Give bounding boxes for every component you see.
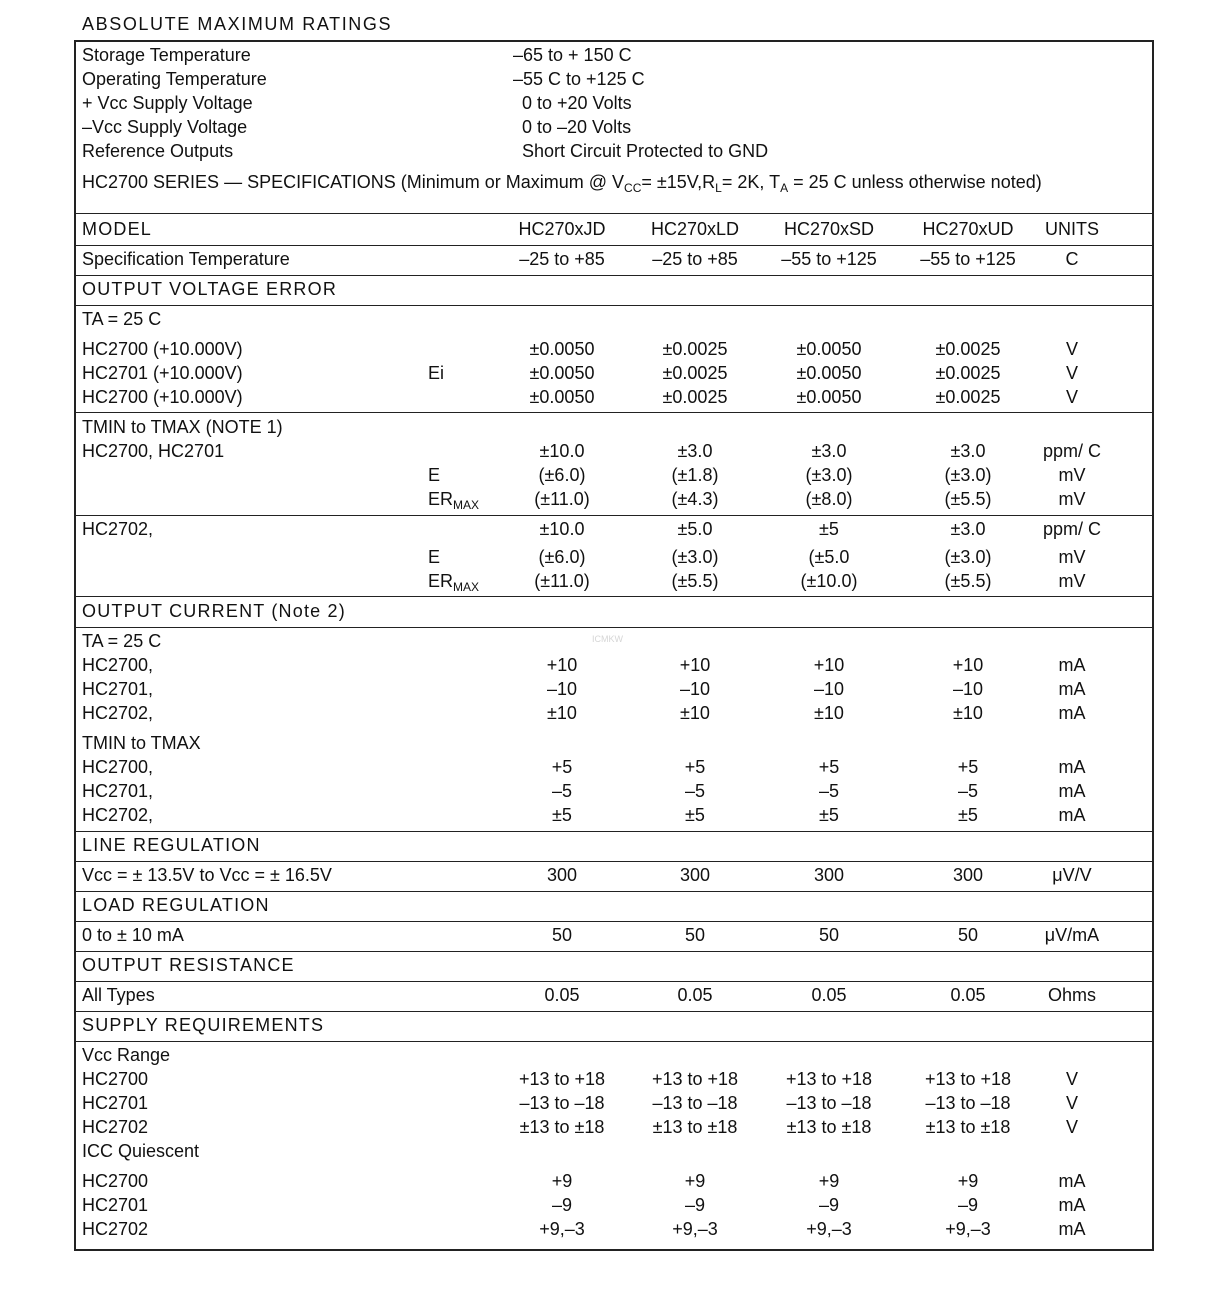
section-output-current: OUTPUT CURRENT (Note 2) xyxy=(82,601,346,621)
table-divider xyxy=(75,951,1153,952)
symbol-e: E xyxy=(428,465,441,485)
load-reg-row-cell: 50 xyxy=(818,925,840,945)
icc-row-cell: –9 xyxy=(684,1195,706,1215)
ove-row-unit: V xyxy=(1065,339,1079,359)
output-res-row-label: All Types xyxy=(82,985,155,1005)
watermark: ICMKW xyxy=(592,634,623,644)
symbol-text: ER xyxy=(428,489,454,509)
vcc-row-label: HC2701 xyxy=(82,1093,149,1113)
ove-row-cell: ±0.0050 xyxy=(796,363,862,383)
icc-row-unit: mA xyxy=(1058,1219,1086,1239)
icc-row-cell: –9 xyxy=(818,1195,840,1215)
abs-rating-label: Reference Outputs xyxy=(82,141,234,161)
load-reg-row-cell: 50 xyxy=(684,925,706,945)
ove-g2-r1-cell: ±10.0 xyxy=(539,519,585,539)
ove-g1-r3-cell: (±5.5) xyxy=(944,489,992,509)
oc-ta-row-unit: mA xyxy=(1058,703,1086,723)
ove-row-cell: ±0.0025 xyxy=(662,339,728,359)
ove-g2-r3-unit: mV xyxy=(1058,571,1086,591)
symbol-ei: Ei xyxy=(428,363,445,383)
oc-tm-row-unit: mA xyxy=(1058,781,1086,801)
icc-row-unit: mA xyxy=(1058,1171,1086,1191)
vcc-row-cell: +13 to +18 xyxy=(924,1069,1012,1089)
table-divider xyxy=(75,275,1153,276)
ove-row-cell: ±0.0050 xyxy=(796,387,862,407)
icc-row-cell: +9,–3 xyxy=(945,1219,991,1239)
load-reg-row-label: 0 to ± 10 mA xyxy=(82,925,184,945)
ove-g2-r2-cell: (±5.0 xyxy=(808,547,850,567)
vcc-row-unit: V xyxy=(1065,1093,1079,1113)
vcc-row-unit: V xyxy=(1065,1069,1079,1089)
spec-temp-cell: –25 to +85 xyxy=(652,249,738,269)
abs-rating-value: Short Circuit Protected to GND xyxy=(522,141,769,161)
ove-row-cell: ±0.0025 xyxy=(935,363,1001,383)
section-line-regulation: LINE REGULATION xyxy=(82,835,261,855)
ove-g2-r3-cell: (±5.5) xyxy=(944,571,992,591)
oc-ta-row-unit: mA xyxy=(1058,679,1086,699)
ove-row-label: HC2700 (+10.000V) xyxy=(82,387,243,407)
units-header: UNITS xyxy=(1045,219,1099,239)
model-column-header: HC270xLD xyxy=(650,219,740,239)
ta-label: TA = 25 C xyxy=(82,631,162,651)
ove-row-label: HC2701 (+10.000V) xyxy=(82,363,243,383)
ove-row-label: HC2700 (+10.000V) xyxy=(82,339,243,359)
icc-row-cell: +9,–3 xyxy=(539,1219,585,1239)
table-divider xyxy=(75,921,1153,922)
tmin-tmax-label: TMIN to TMAX (NOTE 1) xyxy=(82,417,283,437)
oc-tm-row-cell: +5 xyxy=(818,757,840,777)
output-res-row-cell: 0.05 xyxy=(677,985,713,1005)
model-column-header: HC270xSD xyxy=(783,219,875,239)
vcc-row-unit: V xyxy=(1065,1117,1079,1137)
ove-row-cell: ±0.0025 xyxy=(935,387,1001,407)
oc-tm-row-cell: ±5 xyxy=(685,805,705,825)
abs-rating-value: –55 C to +125 C xyxy=(513,69,645,89)
vcc-row-cell: –13 to –18 xyxy=(925,1093,1011,1113)
ove-g1-r1-cell: ±3.0 xyxy=(811,441,847,461)
oc-tm-row-cell: +5 xyxy=(551,757,573,777)
vcc-range-label: Vcc Range xyxy=(82,1045,171,1065)
ove-g1-r1-cell: ±3.0 xyxy=(677,441,713,461)
spec-temp-label: Specification Temperature xyxy=(82,249,290,269)
abs-rating-label: –Vcc Supply Voltage xyxy=(82,117,248,137)
symbol-text: ER xyxy=(428,571,454,591)
spec-temp-unit: C xyxy=(1065,249,1079,269)
ove-g2-r1-unit: ppm/ C xyxy=(1042,519,1102,539)
oc-ta-row-label: HC2701, xyxy=(82,679,154,699)
model-column-header: HC270xJD xyxy=(518,219,606,239)
oc-ta-row-cell: +10 xyxy=(813,655,845,675)
ove-g1-r3-cell: (±8.0) xyxy=(805,489,853,509)
oc-ta-row-cell: ±10 xyxy=(814,703,844,723)
oc-tm-row-label: HC2700, xyxy=(82,757,154,777)
load-reg-row-unit: μV/mA xyxy=(1044,925,1100,945)
oc-tm-row-cell: ±5 xyxy=(819,805,839,825)
icc-row-cell: –9 xyxy=(957,1195,979,1215)
line-reg-row-cell: 300 xyxy=(546,865,578,885)
ove-g2-r2-cell: (±3.0) xyxy=(944,547,992,567)
oc-ta-row-cell: ±10 xyxy=(680,703,710,723)
ove-g1-r2-cell: (±6.0) xyxy=(538,465,586,485)
icc-row-cell: +9 xyxy=(551,1171,573,1191)
ove-g2-r3-cell: (±5.5) xyxy=(671,571,719,591)
ove-g1-r2-cell: (±1.8) xyxy=(671,465,719,485)
ove-row-unit: V xyxy=(1065,387,1079,407)
spec-temp-cell: –55 to +125 xyxy=(920,249,1016,269)
icc-row-cell: +9 xyxy=(684,1171,706,1191)
oc-tm-row-cell: –5 xyxy=(551,781,573,801)
oc-ta-row-cell: ±10 xyxy=(953,703,983,723)
ove-row-cell: ±0.0025 xyxy=(662,363,728,383)
oc-ta-row-cell: –10 xyxy=(952,679,984,699)
vcc-row-cell: +13 to +18 xyxy=(785,1069,873,1089)
tmin-tmax-label: TMIN to TMAX xyxy=(82,733,201,753)
ove-g1-r3-unit: mV xyxy=(1058,489,1086,509)
oc-tm-row-cell: –5 xyxy=(684,781,706,801)
symbol-er-max xyxy=(428,487,479,511)
ove-g1-r1-unit: ppm/ C xyxy=(1042,441,1102,461)
ove-row-cell: ±0.0050 xyxy=(796,339,862,359)
page-heading: ABSOLUTE MAXIMUM RATINGS xyxy=(82,14,393,34)
table-divider xyxy=(75,213,1153,214)
ove-g1-r1-cell: ±3.0 xyxy=(950,441,986,461)
oc-tm-row-cell: ±5 xyxy=(552,805,572,825)
ove-row-cell: ±0.0025 xyxy=(935,339,1001,359)
oc-ta-row-cell: +10 xyxy=(952,655,984,675)
table-divider xyxy=(75,861,1153,862)
output-res-row-cell: 0.05 xyxy=(544,985,580,1005)
vcc-row-cell: ±13 to ±18 xyxy=(786,1117,872,1137)
oc-tm-row-cell: –5 xyxy=(957,781,979,801)
abs-rating-label: Storage Temperature xyxy=(82,45,251,65)
section-load-regulation: LOAD REGULATION xyxy=(82,895,270,915)
oc-tm-row-cell: +5 xyxy=(957,757,979,777)
oc-ta-row-cell: +10 xyxy=(679,655,711,675)
group-label: HC2702, xyxy=(82,519,154,539)
oc-ta-row-cell: –10 xyxy=(679,679,711,699)
vcc-row-label: HC2702 xyxy=(82,1117,149,1137)
oc-tm-row-cell: ±5 xyxy=(958,805,978,825)
table-divider xyxy=(75,981,1153,982)
vcc-row-cell: +13 to +18 xyxy=(518,1069,606,1089)
ove-g2-r2-cell: (±3.0) xyxy=(671,547,719,567)
symbol-e: E xyxy=(428,547,441,567)
abs-rating-label: + Vcc Supply Voltage xyxy=(82,93,253,113)
icc-row-cell: –9 xyxy=(551,1195,573,1215)
oc-tm-row-cell: +5 xyxy=(684,757,706,777)
ove-row-cell: ±0.0050 xyxy=(529,387,595,407)
ove-g2-r3-cell: (±11.0) xyxy=(534,571,590,591)
line-reg-row-unit: μV/V xyxy=(1052,865,1092,885)
ove-row-cell: ±0.0050 xyxy=(529,363,595,383)
icc-row-label: HC2702 xyxy=(82,1219,149,1239)
ove-g1-r2-cell: (±3.0) xyxy=(944,465,992,485)
output-res-row-cell: 0.05 xyxy=(811,985,847,1005)
icc-row-label: HC2701 xyxy=(82,1195,149,1215)
table-divider xyxy=(75,245,1153,246)
table-divider xyxy=(75,831,1153,832)
line-reg-row-cell: 300 xyxy=(679,865,711,885)
table-divider xyxy=(75,627,1153,628)
symbol-er-max xyxy=(428,569,479,593)
icc-quiescent-label: ICC Quiescent xyxy=(82,1141,200,1161)
ove-g2-r1-cell: ±5 xyxy=(819,519,839,539)
oc-tm-row-label: HC2702, xyxy=(82,805,154,825)
oc-ta-row-cell: –10 xyxy=(546,679,578,699)
abs-rating-label: Operating Temperature xyxy=(82,69,267,89)
group-label: HC2700, HC2701 xyxy=(82,441,225,461)
spec-temp-cell: –55 to +125 xyxy=(781,249,877,269)
table-divider xyxy=(75,515,1153,516)
oc-tm-row-cell: –5 xyxy=(818,781,840,801)
vcc-row-cell: –13 to –18 xyxy=(786,1093,872,1113)
table-divider xyxy=(75,596,1153,597)
vcc-row-cell: ±13 to ±18 xyxy=(519,1117,605,1137)
table-divider xyxy=(75,305,1153,306)
ove-g1-r2-cell: (±3.0) xyxy=(805,465,853,485)
ove-g2-r3-cell: (±10.0) xyxy=(800,571,858,591)
icc-row-unit: mA xyxy=(1058,1195,1086,1215)
icc-row-cell: +9,–3 xyxy=(806,1219,852,1239)
ove-g1-r2-unit: mV xyxy=(1058,465,1086,485)
vcc-row-label: HC2700 xyxy=(82,1069,149,1089)
ove-row-cell: ±0.0025 xyxy=(662,387,728,407)
ove-g2-r1-cell: ±3.0 xyxy=(950,519,986,539)
line-reg-row-cell: 300 xyxy=(952,865,984,885)
spec-conditions-note: HC2700 SERIES — SPECIFICATIONS (Minimum or Maximum @ $V_{CC}= \pm 15V,R_L= 2K$, $T_A = 25$ C unless otherwise noted) xyxy=(82,172,1042,195)
oc-ta-row-cell: ±10 xyxy=(547,703,577,723)
ta-label: TA = 25 C xyxy=(82,309,162,329)
icc-row-cell: +9 xyxy=(818,1171,840,1191)
abs-rating-value: 0 to +20 Volts xyxy=(522,93,632,113)
table-divider xyxy=(75,1041,1153,1042)
spec-temp-cell: –25 to +85 xyxy=(519,249,605,269)
model-header: MODEL xyxy=(82,219,153,239)
oc-ta-row-label: HC2700, xyxy=(82,655,154,675)
table-divider xyxy=(75,891,1153,892)
symbol-subscript: MAX xyxy=(453,580,480,594)
section-output-voltage-error: OUTPUT VOLTAGE ERROR xyxy=(82,279,338,299)
oc-ta-row-cell: +10 xyxy=(546,655,578,675)
ove-row-unit: V xyxy=(1065,363,1079,383)
oc-tm-row-unit: mA xyxy=(1058,805,1086,825)
vcc-row-cell: –13 to –18 xyxy=(519,1093,605,1113)
model-column-header: HC270xUD xyxy=(922,219,1014,239)
ove-row-cell: ±0.0050 xyxy=(529,339,595,359)
section-output-resistance: OUTPUT RESISTANCE xyxy=(82,955,295,975)
oc-tm-row-unit: mA xyxy=(1058,757,1086,777)
vcc-row-cell: ±13 to ±18 xyxy=(652,1117,738,1137)
ove-g2-r1-cell: ±5.0 xyxy=(677,519,713,539)
section-supply-requirements: SUPPLY REQUIREMENTS xyxy=(82,1015,325,1035)
abs-rating-value: 0 to –20 Volts xyxy=(522,117,632,137)
icc-row-cell: +9,–3 xyxy=(672,1219,718,1239)
abs-rating-value: –65 to + 150 C xyxy=(513,45,632,65)
ove-g1-r3-cell: (±11.0) xyxy=(534,489,590,509)
line-reg-row-label: Vcc = ± 13.5V to Vcc = ± 16.5V xyxy=(82,865,332,885)
oc-tm-row-label: HC2701, xyxy=(82,781,154,801)
oc-ta-row-label: HC2702, xyxy=(82,703,154,723)
ove-g1-r1-cell: ±10.0 xyxy=(539,441,585,461)
oc-ta-row-cell: –10 xyxy=(813,679,845,699)
ove-g1-r3-cell: (±4.3) xyxy=(671,489,719,509)
table-divider xyxy=(75,412,1153,413)
ove-g2-r2-cell: (±6.0) xyxy=(538,547,586,567)
icc-row-cell: +9 xyxy=(957,1171,979,1191)
icc-row-label: HC2700 xyxy=(82,1171,149,1191)
table-divider xyxy=(75,1011,1153,1012)
vcc-row-cell: +13 to +18 xyxy=(651,1069,739,1089)
output-res-row-cell: 0.05 xyxy=(950,985,986,1005)
symbol-subscript: MAX xyxy=(453,498,480,512)
line-reg-row-cell: 300 xyxy=(813,865,845,885)
output-res-row-unit: Ohms xyxy=(1047,985,1097,1005)
vcc-row-cell: ±13 to ±18 xyxy=(925,1117,1011,1137)
load-reg-row-cell: 50 xyxy=(957,925,979,945)
ove-g2-r2-unit: mV xyxy=(1058,547,1086,567)
vcc-row-cell: –13 to –18 xyxy=(652,1093,738,1113)
oc-ta-row-unit: mA xyxy=(1058,655,1086,675)
load-reg-row-cell: 50 xyxy=(551,925,573,945)
